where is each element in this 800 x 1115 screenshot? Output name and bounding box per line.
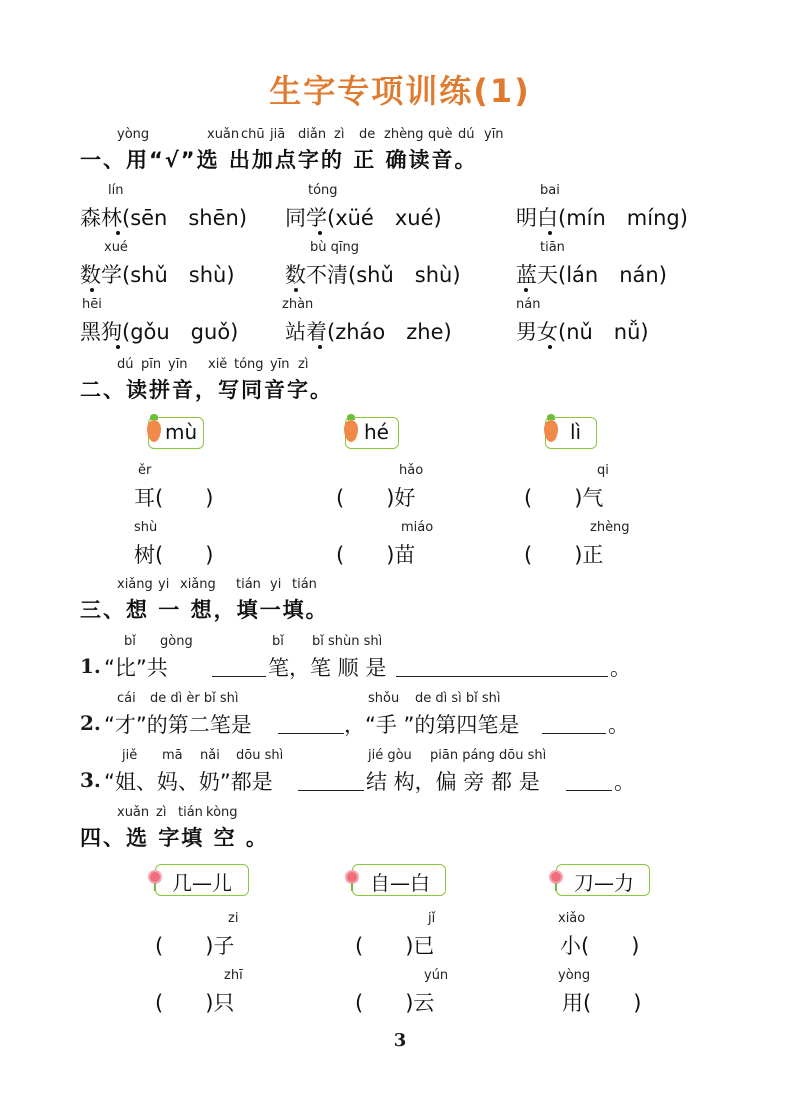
pinyin: xiě (208, 357, 228, 372)
emphasis-dot (318, 231, 322, 235)
pinyin: yún (424, 968, 449, 983)
pinyin: lín (108, 183, 124, 198)
pinyin: nán (516, 297, 541, 312)
pinyin: jié gòu (368, 748, 412, 763)
question-text: 笔，笔 顺 是 (268, 656, 387, 680)
pinyin: xiǎng (180, 577, 216, 592)
page-title: 生字专项训练(1) (269, 72, 531, 110)
pinyin: shù (134, 520, 158, 535)
pinyin: yi (270, 577, 282, 592)
question-number: 3. (80, 768, 101, 792)
page-number: 3 (393, 1030, 407, 1051)
pinyin: zì (334, 127, 345, 142)
pinyin: bǐ (124, 634, 136, 649)
pinyin: què (428, 127, 453, 142)
question-text: ，“手 ”的第四笔是 (344, 713, 520, 737)
pinyin: xiǎo (558, 911, 586, 926)
pinyin: zì (156, 805, 167, 820)
flower-stem (555, 883, 557, 891)
pinyin: zhèng (590, 520, 630, 535)
pinyin: tiān (540, 240, 565, 255)
pinyin: xiǎng (117, 577, 153, 592)
pinyin: tián (236, 577, 261, 592)
fill-item: ( )子 (155, 934, 235, 958)
pinyin: kòng (206, 805, 238, 820)
fill-item: ( )已 (355, 934, 435, 958)
emphasis-dot (116, 231, 120, 235)
question-number: 1. (80, 654, 101, 678)
pinyin: qi (597, 463, 609, 478)
question-item: 明白(mín míng) (516, 206, 688, 230)
pinyin: piān páng dōu shì (430, 748, 547, 763)
emphasis-dot (294, 288, 298, 292)
emphasis-dot (318, 345, 322, 349)
question-text: “才”的第二笔是 (104, 713, 252, 737)
pinyin: yòng (117, 127, 150, 142)
fill-item: ( )气 (524, 486, 604, 510)
fill-item: 用( ) (562, 991, 642, 1015)
emphasis-dot (548, 345, 552, 349)
pinyin: miáo (401, 520, 434, 535)
pinyin: dōu shì (236, 748, 284, 763)
answer-blank[interactable] (396, 676, 608, 677)
period: 。 (614, 770, 635, 794)
pinyin-box-label: hé (364, 420, 389, 444)
pinyin: tián (292, 577, 317, 592)
pinyin: jiě (122, 748, 138, 763)
question-text: “比”共 (104, 656, 168, 680)
fill-item: 耳( ) (134, 486, 214, 510)
pinyin: de dì sì bǐ shì (415, 691, 501, 706)
period: 。 (608, 713, 629, 737)
choice-box-label: 几—儿 (172, 871, 232, 895)
pinyin: yīn (270, 357, 290, 372)
pinyin: mā (162, 748, 183, 763)
fill-item: ( )好 (336, 486, 416, 510)
fill-item: 树( ) (134, 543, 214, 567)
pinyin: xuǎn (117, 805, 150, 820)
pinyin: pīn (141, 357, 162, 372)
question-item: 蓝天(lán nán) (516, 263, 667, 287)
question-item: 男女(nǔ nǚ) (516, 320, 649, 344)
choice-box-label: 刀—力 (574, 871, 634, 895)
pinyin: zhèng (384, 127, 424, 142)
pinyin: zi (228, 911, 239, 926)
flower-icon (551, 872, 561, 882)
pinyin: bǐ shùn shì (312, 634, 383, 649)
question-item: 同学(xüé xué) (285, 206, 442, 230)
pinyin: xué (104, 240, 128, 255)
pinyin: de (359, 127, 376, 142)
pinyin: jǐ (428, 911, 436, 926)
pinyin: bai (540, 183, 560, 198)
answer-blank[interactable] (566, 790, 612, 791)
pinyin: zhī (224, 968, 243, 983)
answer-blank[interactable] (212, 676, 266, 677)
pinyin: zhàn (282, 297, 314, 312)
pinyin: yīn (168, 357, 188, 372)
answer-blank[interactable] (278, 733, 344, 734)
fill-item: 小( ) (560, 934, 640, 958)
pinyin: yīn (484, 127, 504, 142)
pinyin-box-label: lì (570, 420, 582, 444)
fill-item: ( )正 (524, 543, 604, 567)
question-item: 森林(sēn shēn) (80, 206, 248, 230)
flower-stem (154, 883, 156, 891)
fill-item: ( )苗 (336, 543, 416, 567)
question-item: 站着(zháo zhe) (285, 320, 452, 344)
fill-item: ( )只 (155, 991, 235, 1015)
pinyin: nǎi (200, 748, 220, 763)
emphasis-dot (116, 345, 120, 349)
pinyin: yòng (558, 968, 591, 983)
pinyin: bù qīng (310, 240, 359, 255)
choice-box-label: 自—白 (370, 871, 430, 895)
question-number: 2. (80, 711, 101, 735)
pinyin: zì (298, 357, 309, 372)
pinyin: gòng (160, 634, 193, 649)
pinyin: jiā (270, 127, 286, 142)
pinyin: cái (117, 691, 136, 706)
emphasis-dot (524, 288, 528, 292)
pinyin: yi (158, 577, 170, 592)
section-heading: 三、想 一 想，填一填。 (80, 598, 329, 622)
period: 。 (610, 656, 631, 680)
pinyin: xuǎn (207, 127, 240, 142)
section-heading: 一、用“√”选 出加点字的 正 确读音。 (80, 148, 478, 172)
pinyin: hǎo (399, 463, 424, 478)
question-item: 数学(shǔ shù) (80, 263, 235, 287)
pinyin: dú (117, 357, 134, 372)
flower-stem (351, 883, 353, 891)
flower-icon (150, 872, 160, 882)
question-text: 结 构，偏 旁 都 是 (366, 770, 540, 794)
question-item: 黑狗(gǒu guǒ) (80, 320, 239, 344)
section-heading: 二、读拼音，写同音字。 (80, 378, 333, 402)
pinyin: shǒu (368, 691, 400, 706)
answer-blank[interactable] (542, 733, 606, 734)
flower-icon (347, 872, 357, 882)
question-text: “姐、妈、奶”都是 (104, 770, 273, 794)
question-item: 数不清(shǔ shù) (285, 263, 461, 287)
pinyin: diǎn (298, 127, 327, 142)
pinyin: tián (178, 805, 203, 820)
pinyin: dú (458, 127, 475, 142)
pinyin: de dì èr bǐ shì (150, 691, 239, 706)
emphasis-dot (90, 288, 94, 292)
fill-item: ( )云 (355, 991, 435, 1015)
pinyin: chū (241, 127, 265, 142)
pinyin-box-label: mù (165, 420, 198, 444)
emphasis-dot (548, 231, 552, 235)
section-heading: 四、选 字填 空 。 (80, 826, 269, 850)
pinyin: tóng (234, 357, 264, 372)
pinyin: hēi (82, 297, 102, 312)
pinyin: bǐ (272, 634, 284, 649)
pinyin: ěr (138, 463, 152, 478)
answer-blank[interactable] (298, 790, 364, 791)
pinyin: tóng (308, 183, 338, 198)
